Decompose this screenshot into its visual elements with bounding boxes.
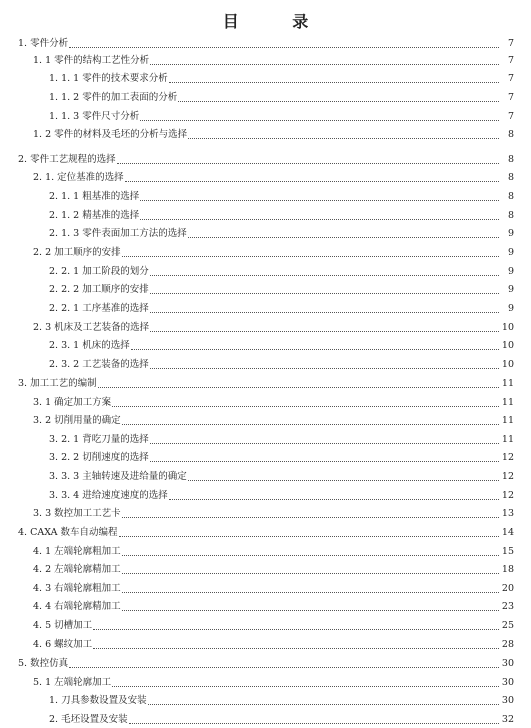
toc-entry[interactable] bbox=[0, 488, 531, 504]
toc-entry[interactable] bbox=[0, 90, 531, 106]
toc-entry-page: 10 bbox=[501, 359, 514, 370]
toc-entry-label: 1. 零件分析 bbox=[18, 38, 69, 49]
dot-leader bbox=[122, 581, 499, 593]
toc-entry-page: 8 bbox=[507, 172, 514, 183]
toc-entry-label: 3. 3 数控加工工艺卡 bbox=[33, 508, 121, 519]
toc-entry[interactable] bbox=[0, 413, 531, 429]
toc-entry-page: 7 bbox=[507, 111, 514, 122]
toc-entry[interactable] bbox=[0, 450, 531, 466]
toc-entry[interactable] bbox=[0, 712, 531, 728]
toc-entry[interactable] bbox=[0, 675, 531, 691]
toc-entry-page: 11 bbox=[501, 434, 514, 445]
toc-entry-page: 9 bbox=[507, 247, 514, 258]
toc-entry[interactable] bbox=[0, 170, 531, 186]
toc-entry-page: 12 bbox=[501, 452, 514, 463]
toc-entry-label: 3. 2 切削用量的确定 bbox=[33, 415, 121, 426]
toc-entry-page: 14 bbox=[501, 527, 514, 538]
toc-entry-page: 20 bbox=[501, 583, 514, 594]
dot-leader bbox=[150, 357, 499, 369]
dot-leader bbox=[188, 226, 499, 238]
toc-entry[interactable] bbox=[0, 109, 531, 125]
dot-leader bbox=[122, 245, 499, 257]
dot-leader bbox=[140, 208, 499, 220]
toc-entry[interactable] bbox=[0, 301, 531, 317]
toc-entry-label: 4. CAXA 数车自动编程 bbox=[18, 527, 118, 538]
dot-leader bbox=[122, 599, 499, 611]
toc-entry-label: 2. 2. 2 加工顺序的安排 bbox=[49, 284, 149, 295]
toc-entry[interactable] bbox=[0, 127, 531, 143]
dot-leader bbox=[125, 170, 499, 182]
toc-entry-page: 7 bbox=[507, 92, 514, 103]
toc-entry[interactable] bbox=[0, 599, 531, 615]
dot-leader bbox=[122, 562, 499, 574]
toc-entry-page: 11 bbox=[501, 415, 514, 426]
dot-leader bbox=[150, 264, 499, 276]
dot-leader bbox=[169, 71, 499, 83]
toc-entry[interactable] bbox=[0, 376, 531, 392]
dot-leader bbox=[69, 656, 499, 668]
toc-entry-label: 2. 零件工艺规程的选择 bbox=[18, 154, 116, 165]
toc-entry[interactable] bbox=[0, 637, 531, 653]
toc-entry-page: 11 bbox=[501, 397, 514, 408]
toc-entry[interactable] bbox=[0, 544, 531, 560]
toc-entry-label: 4. 3 右端轮廓粗加工 bbox=[33, 583, 121, 594]
toc-entry[interactable] bbox=[0, 469, 531, 485]
toc-entry[interactable] bbox=[0, 282, 531, 298]
dot-leader bbox=[178, 90, 499, 102]
toc-entry-page: 30 bbox=[501, 677, 514, 688]
dot-leader bbox=[122, 413, 499, 425]
toc-entry-label: 1. 2 零件的材料及毛坯的分析与选择 bbox=[33, 129, 188, 140]
dot-leader bbox=[150, 53, 499, 65]
toc-entry-page: 15 bbox=[501, 546, 514, 557]
toc-entry[interactable] bbox=[0, 245, 531, 261]
toc-entry-page: 12 bbox=[501, 490, 514, 501]
toc-entry-page: 9 bbox=[507, 284, 514, 295]
toc-entry-label: 2. 1. 定位基准的选择 bbox=[33, 172, 124, 183]
toc-entry-page: 8 bbox=[507, 191, 514, 202]
toc-entry-label: 3. 2. 1 背吃刀量的选择 bbox=[49, 434, 149, 445]
toc-entry-label: 3. 2. 2 切削速度的选择 bbox=[49, 452, 149, 463]
toc-entry-label: 4. 6 螺纹加工 bbox=[33, 639, 93, 650]
dot-leader bbox=[122, 506, 499, 518]
toc-entry-page: 10 bbox=[501, 340, 514, 351]
toc-entry-label: 3. 1 确定加工方案 bbox=[33, 397, 112, 408]
toc-entry-page: 10 bbox=[501, 322, 514, 333]
toc-entry[interactable] bbox=[0, 506, 531, 522]
toc-entry[interactable] bbox=[0, 189, 531, 205]
toc-entry-page: 28 bbox=[501, 639, 514, 650]
toc-entry-page: 7 bbox=[507, 73, 514, 84]
toc-entry[interactable] bbox=[0, 357, 531, 373]
toc-entry-page: 25 bbox=[501, 620, 514, 631]
toc-entry-page: 9 bbox=[507, 303, 514, 314]
dot-leader bbox=[117, 152, 499, 164]
dot-leader bbox=[93, 637, 499, 649]
toc-entry[interactable] bbox=[0, 208, 531, 224]
toc-entry[interactable] bbox=[0, 320, 531, 336]
toc-entry-label: 3. 加工工艺的编制 bbox=[18, 378, 97, 389]
toc-entry[interactable] bbox=[0, 36, 531, 52]
dot-leader bbox=[150, 450, 499, 462]
dot-leader bbox=[98, 376, 499, 388]
toc-entry-page: 8 bbox=[507, 129, 514, 140]
toc-entry-label: 1. 1. 3 零件尺寸分析 bbox=[49, 111, 140, 122]
toc-entry-page: 7 bbox=[507, 55, 514, 66]
toc-entry[interactable] bbox=[0, 656, 531, 672]
toc-entry-label: 3. 3. 4 进给速度速度的选择 bbox=[49, 490, 168, 501]
toc-entry[interactable] bbox=[0, 71, 531, 87]
toc-entry-label: 1. 刀具参数设置及安装 bbox=[49, 695, 147, 706]
dot-leader bbox=[129, 712, 499, 724]
toc-entry-label: 2. 3. 1 机床的选择 bbox=[49, 340, 130, 351]
toc-entry-page: 13 bbox=[501, 508, 514, 519]
dot-leader bbox=[140, 109, 499, 121]
dot-leader bbox=[188, 127, 499, 139]
toc-entry[interactable] bbox=[0, 226, 531, 242]
dot-leader bbox=[150, 320, 499, 332]
dot-leader bbox=[150, 432, 499, 444]
toc-entry-page: 8 bbox=[507, 154, 514, 165]
dot-leader bbox=[148, 693, 499, 705]
toc-entry-page: 9 bbox=[507, 266, 514, 277]
toc-entry-label: 3. 3. 3 主轴转速及进给量的确定 bbox=[49, 471, 187, 482]
toc-entry-label: 4. 2 左端轮廓精加工 bbox=[33, 564, 121, 575]
toc-entry[interactable] bbox=[0, 152, 531, 168]
toc-entry-page: 12 bbox=[501, 471, 514, 482]
toc-entry-label: 2. 2. 1 工序基准的选择 bbox=[49, 303, 149, 314]
toc-entry-page: 30 bbox=[501, 695, 514, 706]
toc-entry-page: 30 bbox=[501, 658, 514, 669]
dot-leader bbox=[122, 544, 499, 556]
toc-entry-page: 18 bbox=[501, 564, 514, 575]
toc-entry-page: 9 bbox=[507, 228, 514, 239]
dot-leader bbox=[131, 338, 499, 350]
toc-entry[interactable] bbox=[0, 338, 531, 354]
toc-entry[interactable] bbox=[0, 618, 531, 634]
toc-entry[interactable] bbox=[0, 693, 531, 709]
toc-entry-label: 2. 1. 1 粗基准的选择 bbox=[49, 191, 140, 202]
toc-entry-label: 2. 2. 1 加工阶段的划分 bbox=[49, 266, 149, 277]
dot-leader bbox=[140, 189, 499, 201]
toc-entry-page: 23 bbox=[501, 601, 514, 612]
toc-entry-label: 2. 1. 2 精基准的选择 bbox=[49, 210, 140, 221]
toc-entry[interactable] bbox=[0, 432, 531, 448]
toc-entry-label: 1. 1. 2 零件的加工表面的分析 bbox=[49, 92, 178, 103]
toc-entry-page: 11 bbox=[501, 378, 514, 389]
dot-leader bbox=[188, 469, 499, 481]
toc-entry-label: 2. 2 加工顺序的安排 bbox=[33, 247, 121, 258]
toc-entry-label: 4. 1 左端轮廓粗加工 bbox=[33, 546, 121, 557]
toc-entry-page: 8 bbox=[507, 210, 514, 221]
toc-entry-label: 2. 3. 2 工艺装备的选择 bbox=[49, 359, 149, 370]
toc-entry-label: 4. 5 切槽加工 bbox=[33, 620, 93, 631]
toc-entry[interactable] bbox=[0, 53, 531, 69]
toc-entry[interactable] bbox=[0, 525, 531, 541]
toc-title: 目 录 bbox=[222, 12, 333, 31]
toc-entry[interactable] bbox=[0, 264, 531, 280]
toc-entry-label: 4. 4 右端轮廓精加工 bbox=[33, 601, 121, 612]
toc-entry-label: 1. 1 零件的结构工艺性分析 bbox=[33, 55, 150, 66]
dot-leader bbox=[112, 675, 499, 687]
dot-leader bbox=[112, 395, 499, 407]
toc-entry[interactable] bbox=[0, 581, 531, 597]
toc-entry-label: 5. 数控仿真 bbox=[18, 658, 69, 669]
toc-entry-page: 7 bbox=[507, 38, 514, 49]
dot-leader bbox=[150, 301, 499, 313]
toc-entry-label: 1. 1. 1 零件的技术要求分析 bbox=[49, 73, 168, 84]
toc-entry-label: 2. 1. 3 零件表面加工方法的选择 bbox=[49, 228, 187, 239]
toc-entry-label: 2. 毛坯设置及安装 bbox=[49, 714, 128, 725]
dot-leader bbox=[119, 525, 499, 537]
toc-entry-label: 2. 3 机床及工艺装备的选择 bbox=[33, 322, 150, 333]
dot-leader bbox=[169, 488, 499, 500]
toc-entry-label: 5. 1 左端轮廓加工 bbox=[33, 677, 112, 688]
dot-leader bbox=[150, 282, 499, 294]
dot-leader bbox=[93, 618, 499, 630]
toc-entry[interactable] bbox=[0, 562, 531, 578]
toc-entry[interactable] bbox=[0, 395, 531, 411]
dot-leader bbox=[69, 36, 499, 48]
toc-entry-page: 32 bbox=[501, 714, 514, 725]
